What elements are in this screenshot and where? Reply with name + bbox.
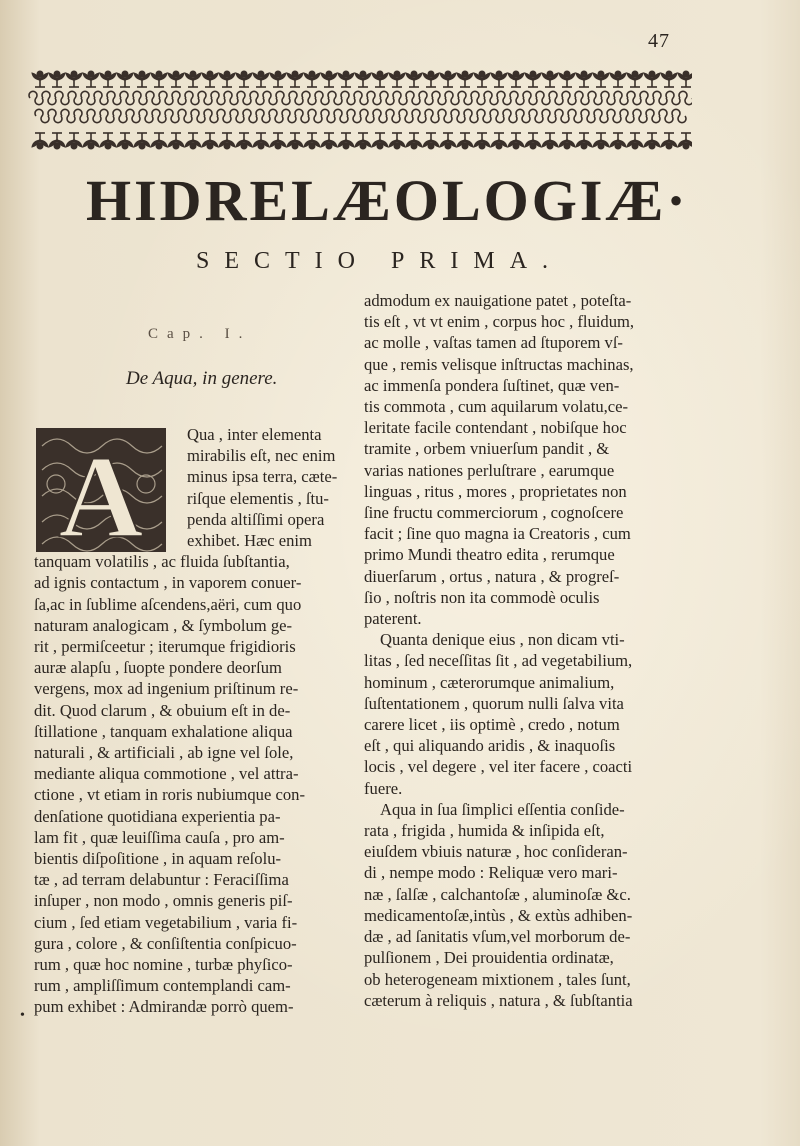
fleuron-ornament: [457, 133, 473, 149]
fleuron-ornament: [83, 133, 99, 149]
scroll-ornament: [477, 109, 491, 122]
scroll-ornament: [29, 91, 43, 104]
scroll-ornament: [35, 109, 49, 122]
scroll-ornament: [211, 91, 225, 104]
text-line: mirabilis eſt, nec enim: [187, 446, 336, 466]
text-line: rata , frigida , humida & inſipida eſt,: [364, 821, 605, 841]
text-line: auræ alapſu , ſuopte pondere deorſum: [34, 658, 282, 678]
fleuron-ornament: [474, 133, 490, 149]
fleuron-ornament: [287, 133, 303, 149]
text-line: ſuſtentationem , quorum nulli ſalva vita: [364, 693, 624, 713]
text-line: facit ; ſine quo magna ia Creatoris , cum: [364, 524, 631, 544]
scroll-ornament: [334, 109, 348, 122]
fleuron-ornament: [321, 133, 337, 149]
fleuron-ornament: [491, 133, 507, 149]
scroll-ornament: [373, 109, 387, 122]
scroll-ornament: [653, 91, 667, 104]
text-line: ad ignis contactum , in vaporem conuer-: [34, 573, 302, 593]
scroll-ornament: [666, 91, 680, 104]
fleuron-ornament: [219, 133, 235, 149]
scroll-ornament: [640, 91, 654, 104]
text-line: ctione , vt etiam in roris nubiumque con-: [34, 785, 305, 805]
scroll-ornament: [406, 91, 420, 104]
fleuron-ornament: [593, 71, 609, 87]
scroll-ornament: [276, 91, 290, 104]
scroll-ornament: [74, 109, 88, 122]
scroll-ornament: [282, 109, 296, 122]
scroll-ornament: [536, 91, 550, 104]
left-column: [34, 424, 356, 1018]
text-line: ac molle , vaſtas tamen ad ſtuporem vſ-: [364, 333, 623, 353]
text-line: tis eſt , vt vt enim , corpus hoc , fluidum,: [364, 312, 635, 332]
fleuron-ornament: [355, 133, 371, 149]
fleuron-ornament: [134, 71, 150, 87]
fleuron-ornament: [117, 133, 133, 149]
text-line: riſque elementis , ſtu-: [187, 488, 329, 508]
ornamental-headpiece: [28, 66, 692, 160]
fleuron-ornament: [389, 71, 405, 87]
scroll-ornament: [464, 109, 478, 122]
scroll-ornament: [61, 109, 75, 122]
text-line: inſuper , non modo , omnis generis piſ-: [34, 891, 293, 911]
text-line: fuere.: [364, 778, 403, 798]
text-line: denſatione quotidiana experientia pa-: [34, 806, 281, 826]
page-number: 47: [648, 30, 670, 52]
fleuron-ornament: [253, 71, 269, 87]
text-line: eſt , qui aliquando aridis , & inaquoſis: [364, 736, 616, 756]
fleuron-ornament: [644, 133, 660, 149]
fleuron-ornament: [406, 71, 422, 87]
scroll-ornament: [627, 91, 641, 104]
text-line: admodum ex nauigatione patet , poteſta-: [364, 291, 632, 310]
text-line: penda altiſſimi opera: [187, 509, 325, 529]
text-line: carere licet , iis optimè , credo , notum: [364, 715, 620, 735]
scroll-ornament: [516, 109, 530, 122]
fleuron-ornament: [321, 71, 337, 87]
fleuron-ornament: [287, 71, 303, 87]
fleuron-ornament: [525, 133, 541, 149]
right-column: [364, 290, 696, 1011]
scroll-ornament: [568, 109, 582, 122]
fleuron-ornament: [559, 133, 575, 149]
text-line: næ , ſalſæ , calchantoſæ , aluminoſæ &c.: [364, 884, 631, 904]
text-line: mediante aliqua commotione , vel attra-: [34, 764, 299, 784]
text-line: rit , permiſceetur ; iterumque frigidioris: [34, 637, 296, 657]
scroll-ornament: [659, 109, 673, 122]
fleuron-ornament: [270, 71, 286, 87]
text-line: naturam analogicam , & ſymbolum ge-: [34, 615, 293, 635]
fleuron-ornament: [202, 71, 218, 87]
fleuron-ornament: [372, 133, 388, 149]
fleuron-ornament: [576, 71, 592, 87]
scroll-ornament: [94, 91, 108, 104]
scroll-ornament: [204, 109, 218, 122]
scroll-ornament: [243, 109, 257, 122]
text-line: varias nationes perluſtrare , earumque: [364, 460, 615, 480]
scroll-ornament: [113, 109, 127, 122]
text-line: ſine fructu commerciorum , cognoſcere: [364, 503, 624, 523]
scroll-ornament: [256, 109, 270, 122]
fleuron-ornament: [304, 133, 320, 149]
text-line: gura , colore , & conſiſtentia conſpicuo-: [34, 933, 297, 953]
scroll-ornament: [510, 91, 524, 104]
scroll-ornament: [146, 91, 160, 104]
scroll-ornament: [614, 91, 628, 104]
scroll-ornament: [289, 91, 303, 104]
fleuron-ornament: [338, 71, 354, 87]
scroll-ornament: [601, 91, 615, 104]
text-line: dæ , ad ſanitatis vſum,vel morborum de-: [364, 927, 631, 947]
scroll-ornament: [237, 91, 251, 104]
fleuron-ornament: [66, 133, 82, 149]
scroll-ornament: [198, 91, 212, 104]
scroll-ornament: [594, 109, 608, 122]
drop-cap-letter: A: [58, 431, 144, 554]
text-line: que , remis velisque inſtructas machinas,: [364, 354, 634, 374]
fleuron-ornament: [270, 133, 286, 149]
text-line: Quanta denique eius , non dicam vti-: [380, 630, 625, 650]
fleuron-ornament: [576, 133, 592, 149]
fleuron-ornament: [66, 71, 82, 87]
scroll-ornament: [497, 91, 511, 104]
text-line: locis , vel degere , vel iter facere , coacti: [364, 757, 633, 777]
text-line: dit. Quod clarum , & obuium eſt in de-: [34, 700, 291, 720]
text-line: litas , ſed neceſſitas ſit , ad vegetabilium,: [364, 651, 633, 671]
chapter-label: Cap. I.: [148, 326, 252, 342]
text-line: diuerſarum , ortus , natura , & progreſ-: [364, 566, 620, 586]
text-line: cæterum à reliquis , natura , & ſubſtantia: [364, 990, 633, 1010]
scroll-ornament: [549, 91, 563, 104]
scroll-ornament: [529, 109, 543, 122]
scroll-ornament: [159, 91, 173, 104]
scroll-ornament: [48, 109, 62, 122]
fleuron-ornament: [474, 71, 490, 87]
text-line: naturali , & artificiali , ab igne vel ſole,: [34, 743, 294, 763]
text-line: medicamentoſæ,intùs , & extùs adhiben-: [364, 905, 633, 925]
fleuron-ornament: [236, 133, 252, 149]
text-line: tanquam volatilis , ac fluida ſubſtantia,: [34, 552, 290, 572]
scroll-ornament: [152, 109, 166, 122]
text-line: Aqua in ſua ſimplici eſſentia conſide-: [380, 799, 625, 819]
fleuron-ornament: [202, 133, 218, 149]
text-line: bientis diſpoſitione , in aquam reſolu-: [34, 849, 282, 869]
scroll-ornament: [217, 109, 231, 122]
scroll-ornament: [347, 109, 361, 122]
scroll-ornament: [250, 91, 264, 104]
fleuron-ornament: [49, 133, 65, 149]
text-line: lam fit , quæ leuiſſima cauſa , pro am-: [34, 827, 285, 847]
fleuron-ornament: [644, 71, 660, 87]
text-line: pulſionem , Dei prouidentia ordinatæ,: [364, 948, 614, 968]
scroll-ornament: [425, 109, 439, 122]
scroll-ornament: [354, 91, 368, 104]
fleuron-ornament: [610, 71, 626, 87]
text-line: ſa,ac in ſublime aſcendens,aëri, cum quo: [34, 594, 302, 614]
fleuron-ornament: [117, 71, 133, 87]
fleuron-ornament: [83, 71, 99, 87]
scroll-ornament: [126, 109, 140, 122]
scroll-ornament: [588, 91, 602, 104]
scroll-ornament: [178, 109, 192, 122]
scroll-ornament: [172, 91, 186, 104]
fleuron-ornament: [253, 133, 269, 149]
fleuron-ornament: [440, 133, 456, 149]
fleuron-ornament: [32, 133, 48, 149]
scroll-ornament: [68, 91, 82, 104]
fleuron-ornament: [168, 133, 184, 149]
main-title: HIDRELÆOLOGIÆ·: [86, 168, 689, 233]
text-line: rum , ampliſſimum contemplandi cam-: [34, 976, 291, 996]
fleuron-ornament: [151, 133, 167, 149]
text-line: cium , ſed etiam vegetabilium , varia fi-: [34, 912, 298, 932]
fleuron-ornament: [610, 133, 626, 149]
scroll-ornament: [100, 109, 114, 122]
fleuron-ornament: [151, 71, 167, 87]
scroll-ornament: [55, 91, 69, 104]
scroll-ornament: [315, 91, 329, 104]
text-line: leritate facile contendant , nobiſque hoc: [364, 418, 627, 438]
text-line: minus ipsa terra, cæte-: [187, 467, 338, 487]
fleuron-ornament: [185, 133, 201, 149]
scroll-ornament: [679, 91, 692, 104]
fleuron-ornament: [355, 71, 371, 87]
scroll-ornament: [672, 109, 686, 122]
fleuron-ornament: [100, 133, 116, 149]
text-line: hominum , cæterorumque animalium,: [364, 672, 615, 692]
fleuron-ornament: [678, 71, 692, 87]
scroll-ornament: [412, 109, 426, 122]
fleuron-ornament: [678, 133, 692, 149]
scroll-ornament: [386, 109, 400, 122]
scroll-ornament: [230, 109, 244, 122]
scroll-ornament: [607, 109, 621, 122]
scroll-ornament: [503, 109, 517, 122]
scroll-ornament: [490, 109, 504, 122]
fleuron-ornament: [508, 133, 524, 149]
scroll-ornament: [575, 91, 589, 104]
scroll-ornament: [458, 91, 472, 104]
fleuron-ornament: [627, 71, 643, 87]
text-line: di , nempe modo : Reliquæ vero mari-: [364, 863, 618, 883]
scroll-ornament: [633, 109, 647, 122]
scroll-ornament: [445, 91, 459, 104]
scroll-ornament: [224, 91, 238, 104]
fleuron-ornament: [491, 71, 507, 87]
scroll-ornament: [523, 91, 537, 104]
fleuron-ornament: [559, 71, 575, 87]
scroll-ornament: [438, 109, 452, 122]
scroll-ornament: [484, 91, 498, 104]
fleuron-ornament: [134, 133, 150, 149]
fleuron-ornament: [525, 71, 541, 87]
fleuron-ornament: [49, 71, 65, 87]
text-line: rum , quæ hoc nomine , turbæ phyſico-: [34, 955, 293, 975]
scroll-ornament: [120, 91, 134, 104]
scroll-ornament: [360, 109, 374, 122]
scroll-ornament: [581, 109, 595, 122]
fleuron-ornament: [100, 71, 116, 87]
fleuron-ornament: [372, 71, 388, 87]
scroll-ornament: [451, 109, 465, 122]
fleuron-ornament: [457, 71, 473, 87]
scroll-ornament: [269, 109, 283, 122]
text-line: Qua , inter elementa: [187, 425, 322, 444]
section-title: SECTIO PRIMA.: [196, 248, 564, 274]
scroll-ornament: [81, 91, 95, 104]
scroll-ornament: [419, 91, 433, 104]
scroll-ornament: [295, 109, 309, 122]
text-line: paterent.: [364, 609, 422, 629]
scroll-ornament: [393, 91, 407, 104]
scroll-ornament: [432, 91, 446, 104]
scroll-ornament: [341, 91, 355, 104]
chapter-title: De Aqua, in genere.: [126, 368, 278, 389]
margin-mark: •: [20, 1008, 25, 1023]
fleuron-ornament: [542, 71, 558, 87]
fleuron-ornament: [593, 133, 609, 149]
fleuron-ornament: [406, 133, 422, 149]
scroll-ornament: [308, 109, 322, 122]
text-line: vergens, mox ad ingenium priſtinum re-: [34, 679, 299, 699]
scroll-ornament: [555, 109, 569, 122]
text-line: eiuſdem vbiuis naturæ , hoc conſideran-: [364, 842, 628, 862]
scroll-ornament: [263, 91, 277, 104]
scroll-ornament: [471, 91, 485, 104]
scroll-ornament: [302, 91, 316, 104]
scroll-ornament: [542, 109, 556, 122]
scroll-ornament: [107, 91, 121, 104]
scroll-ornament: [367, 91, 381, 104]
scroll-ornament: [328, 91, 342, 104]
fleuron-ornament: [627, 133, 643, 149]
fleuron-ornament: [508, 71, 524, 87]
scroll-ornament: [646, 109, 660, 122]
scroll-ornament: [185, 91, 199, 104]
fleuron-ornament: [168, 71, 184, 87]
fleuron-ornament: [389, 133, 405, 149]
text-line: exhibet. Hæc enim: [187, 531, 312, 551]
scroll-ornament: [139, 109, 153, 122]
fleuron-ornament: [423, 133, 439, 149]
fleuron-ornament: [661, 71, 677, 87]
scroll-ornament: [165, 109, 179, 122]
scroll-ornament: [562, 91, 576, 104]
fleuron-ornament: [219, 71, 235, 87]
text-line: tramite , orbem vniuerſum pandit , &: [364, 439, 610, 459]
fleuron-ornament: [304, 71, 320, 87]
scroll-ornament: [620, 109, 634, 122]
scroll-ornament: [321, 109, 335, 122]
text-line: primo Mundi theatro edita , rerumque: [364, 545, 615, 565]
text-line: pum exhibet : Admirandæ porrò quem-: [34, 997, 294, 1017]
fleuron-ornament: [661, 133, 677, 149]
fleuron-ornament: [423, 71, 439, 87]
text-line: tæ , ad terram delabuntur : Feraciſſima: [34, 870, 289, 890]
scroll-ornament: [191, 109, 205, 122]
fleuron-ornament: [338, 133, 354, 149]
scroll-ornament: [42, 91, 56, 104]
text-line: ſio , noſtris non ita commodè oculis: [364, 587, 600, 607]
scroll-ornament: [133, 91, 147, 104]
scroll-ornament: [399, 109, 413, 122]
text-line: ſtillatione , tanquam exhalatione aliqua: [34, 721, 293, 741]
fleuron-ornament: [440, 71, 456, 87]
fleuron-ornament: [236, 71, 252, 87]
scroll-ornament: [380, 91, 394, 104]
text-line: linguas , ritus , mores , proprietates non: [364, 481, 627, 501]
fleuron-ornament: [185, 71, 201, 87]
fleuron-ornament: [32, 71, 48, 87]
text-line: ob heterogeneam mixtionem , tales ſunt,: [364, 969, 631, 989]
text-line: tis commota , cum aquilarum volatu,ce-: [364, 397, 629, 417]
text-line: ac immenſa pondera ſuſtinet, quæ ven-: [364, 375, 620, 395]
scroll-ornament: [87, 109, 101, 122]
fleuron-ornament: [542, 133, 558, 149]
